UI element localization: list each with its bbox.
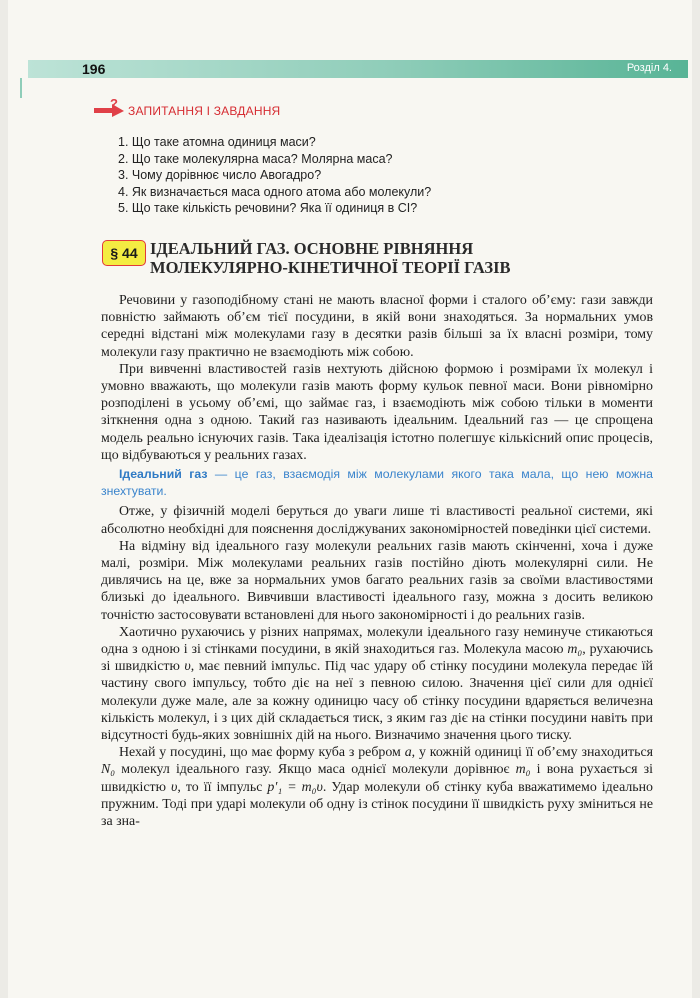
- text-run: молекул ідеального газу. Якщо маса однієї молекули дорівнює: [115, 762, 516, 778]
- math-var: m₀: [567, 642, 583, 658]
- math-var: υ: [171, 779, 178, 795]
- math-var: m₀: [515, 762, 531, 778]
- questions-heading: ЗАПИТАННЯ І ЗАВДАННЯ: [128, 104, 281, 118]
- math-var: υ: [184, 659, 191, 675]
- paragraph-title: [150, 239, 511, 277]
- section-label: Розділ 4.: [626, 62, 672, 74]
- text-run: , то її імпульс: [177, 779, 268, 795]
- text-run: і вона рухається зі швидкістю: [101, 762, 653, 795]
- page-number: 196: [82, 61, 106, 77]
- svg-text:?: ?: [110, 98, 118, 111]
- momentum-formula: p′₁ = m₀υ: [267, 779, 323, 795]
- math-var: a: [404, 745, 412, 761]
- text-run: Хаотично рухаючись у різних напрямах, молекули ідеального газу неминуче стикаються одна з одною і зі стінками посудини, в якій знаходиться газ. Молекула масою: [101, 624, 653, 658]
- body-paragraph: [101, 744, 653, 830]
- title-line-1: ІДЕАЛЬНИЙ ГАЗ. ОСНОВНЕ РІВНЯННЯ: [150, 239, 474, 258]
- question-item: 3. Чому дорівнює число Авогадро?: [118, 168, 322, 182]
- header-bar: [28, 60, 688, 78]
- body-paragraph: При вивченні властивостей газів нехтують дійсною формою і розмірами їх молекул і умовно вважають, що молекули газів мають форму кульок певної маси. Вони рівномірно розподілені в усьому об’ємі, що займає газ, і взаємодіють між собою тільки в моменти зіткнення одна з одною. Такий газ називають ідеальним. Ідеальний газ — це спрощена модель реально існуючих газів. Така ідеалізація істотно полегшує кількісний опис процесів, що відбуваються у реальних газах.: [101, 361, 653, 463]
- body-paragraph: [101, 624, 653, 744]
- definition-box: [101, 466, 653, 500]
- definition-term: Ідеальний газ: [119, 467, 208, 482]
- text-run: . Удар молекули об стінку куба вважатимемо ідеально пружним. Тоді при ударі молекули об одну із стінок посудини її швидкість руху зміниться не за зна-: [101, 779, 654, 830]
- question-mark-icon: [92, 98, 126, 118]
- question-item: 1. Що таке атомна одиниця маси?: [118, 135, 316, 149]
- definition-text: — це газ, взаємодія між молекулами якого така мала, що нею можна знехтувати.: [101, 467, 653, 499]
- question-item: 5. Що таке кількість речовини? Яка її одиниця в СІ?: [118, 201, 418, 215]
- margin-rule: [20, 78, 22, 98]
- body-paragraph: Речовини у газоподібному стані не мають власної форми і сталого об’єму: гази завжди повністю займають об’єм тієї посудини, в якій вони знаходяться. За нормальних умов середні відстані між молекулами газу в десятки разів більші за їх власні розміри, тому молекули газу практично не взаємодіють між собою.: [101, 293, 653, 360]
- math-var: N₀: [101, 762, 116, 778]
- text-run: , має певний імпульс. Під час удару об стінку посудини молекула передає їй частину свого імпульсу, тобто діє на неї з певною силою. Значення цієї сили для однієї молекули дуже мале, але за кожну одиницю часу об стінку посудини вдаряється величезна кількість молекул, і з цих дій складається тиск, з яким газ діє на стінки посудини навіть при відсутності будь-яких зовнішніх дій на нього. Визначимо значення цього тиску.: [101, 659, 653, 744]
- body-paragraph: На відміну від ідеального газу молекули реальних газів мають скінченні, хоча і дуже малі, розміри. Між молекулами реальних газів постійно діють молекулярні сили. Не дивлячись на це, вже за нормальних умов багато реальних газів за своїми властивостями близькі до ідеального. Вивчивши властивості ідеального газу, можна з досить великою точністю застосовувати встановлені для нього закономірності і до реальних газів.: [101, 538, 653, 623]
- text-run: Нехай у посудині, що має форму куба з ребром: [119, 745, 405, 761]
- paragraph-number-badge: § 44: [102, 240, 146, 266]
- question-item: 4. Як визначається маса одного атома або молекули?: [118, 184, 432, 199]
- text-run: , рухаючись зі швидкістю: [101, 642, 653, 675]
- body-text: [101, 292, 653, 830]
- text-run: , у кожній одиниці її об’єму знаходиться: [411, 745, 653, 761]
- question-item: 2. Що таке молекулярна маса? Молярна маса?: [118, 151, 393, 166]
- questions-list: [118, 134, 431, 217]
- body-paragraph: Отже, у фізичній моделі беруться до уваги лише ті властивості реальної системи, які абсолютно необхідні для пояснення досліджуваних закономірностей поведінки цієї системи.: [101, 504, 653, 537]
- title-line-2: МОЛЕКУЛЯРНО-КІНЕТИЧНОЇ ТЕОРІЇ ГАЗІВ: [150, 258, 511, 277]
